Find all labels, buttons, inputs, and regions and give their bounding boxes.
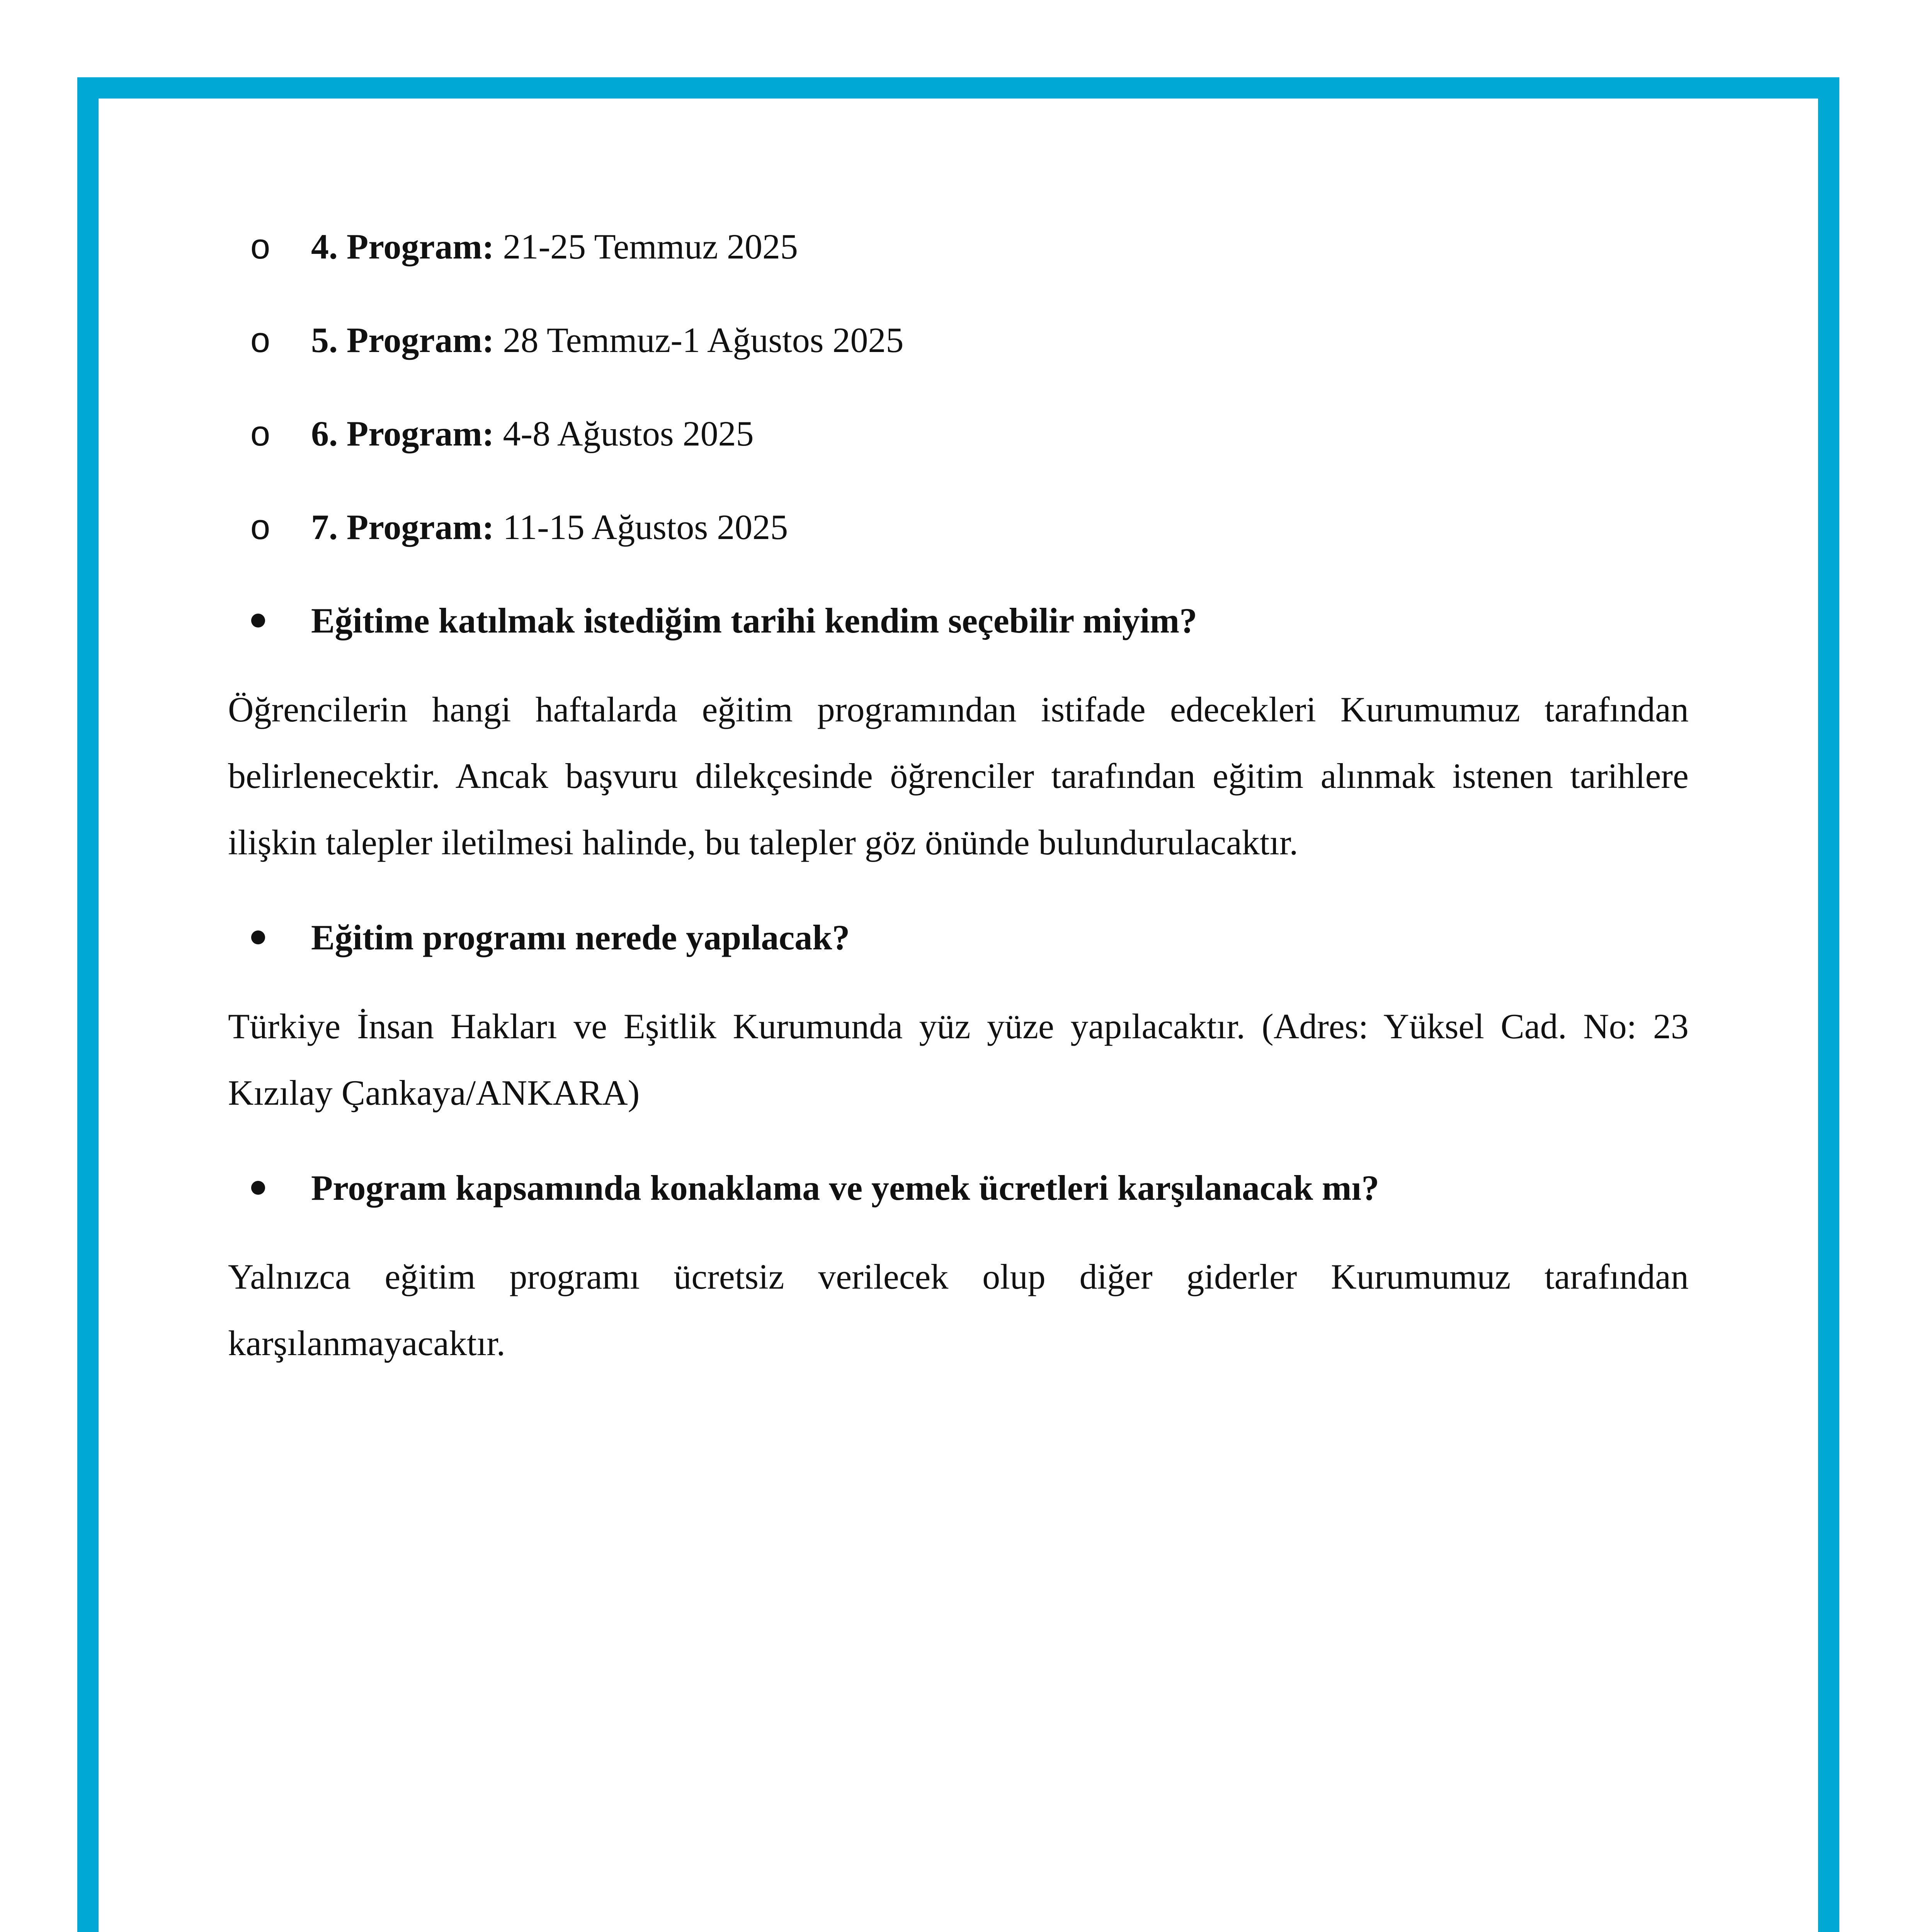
program-dates: 28 Temmuz-1 Ağustos 2025 (494, 320, 904, 360)
list-marker: o (250, 414, 270, 453)
list-marker: o (250, 507, 270, 547)
program-label: 6. Program: (311, 414, 494, 453)
program-item-7 (228, 497, 1689, 557)
program-label: 4. Program: (311, 227, 494, 266)
program-dates: 4-8 Ağustos 2025 (494, 414, 754, 453)
question-text: Eğitime katılmak istediğim tarihi kendim seçebilir miyim? (311, 601, 1197, 640)
program-item-6 (228, 403, 1689, 464)
program-label: 5. Program: (311, 320, 494, 360)
program-dates: 21-25 Temmuz 2025 (494, 227, 798, 266)
list-marker: o (250, 320, 270, 360)
bullet-icon (251, 1181, 265, 1195)
bullet-icon (251, 614, 265, 628)
faq-question (228, 907, 1689, 968)
list-marker: o (250, 227, 270, 266)
faq-question (228, 590, 1689, 651)
faq-answer: Öğrencilerin hangi haftalarda eğitim programından istifade edecekleri Kurumumuz tarafından belirlenecektir. Ancak başvuru dilekçesinde öğrenciler tarafından eğitim alınmak istenen tarihlere ilişkin talepler iletilmesi halinde, bu talepler göz önünde bulundurulacaktır. (228, 690, 1689, 862)
document-body (228, 216, 1689, 1408)
faq-answer: Yalnızca eğitim programı ücretsiz verilecek olup diğer giderler Kurumumuz tarafından karşılanmayacaktır. (228, 1257, 1689, 1363)
program-label: 7. Program: (311, 507, 494, 547)
question-text: Program kapsamında konaklama ve yemek ücretleri karşılanacak mı? (311, 1168, 1379, 1208)
program-dates: 11-15 Ağustos 2025 (494, 507, 788, 547)
faq-answer: Türkiye İnsan Hakları ve Eşitlik Kurumunda yüz yüze yapılacaktır. (Adres: Yüksel Cad. No: 23 Kızılay Çankaya/ANKARA) (228, 1007, 1689, 1112)
program-item-4 (228, 216, 1689, 277)
faq-question (228, 1158, 1689, 1218)
question-text: Eğitim programı nerede yapılacak? (311, 918, 850, 957)
program-item-5 (228, 310, 1689, 370)
bullet-icon (251, 930, 265, 944)
